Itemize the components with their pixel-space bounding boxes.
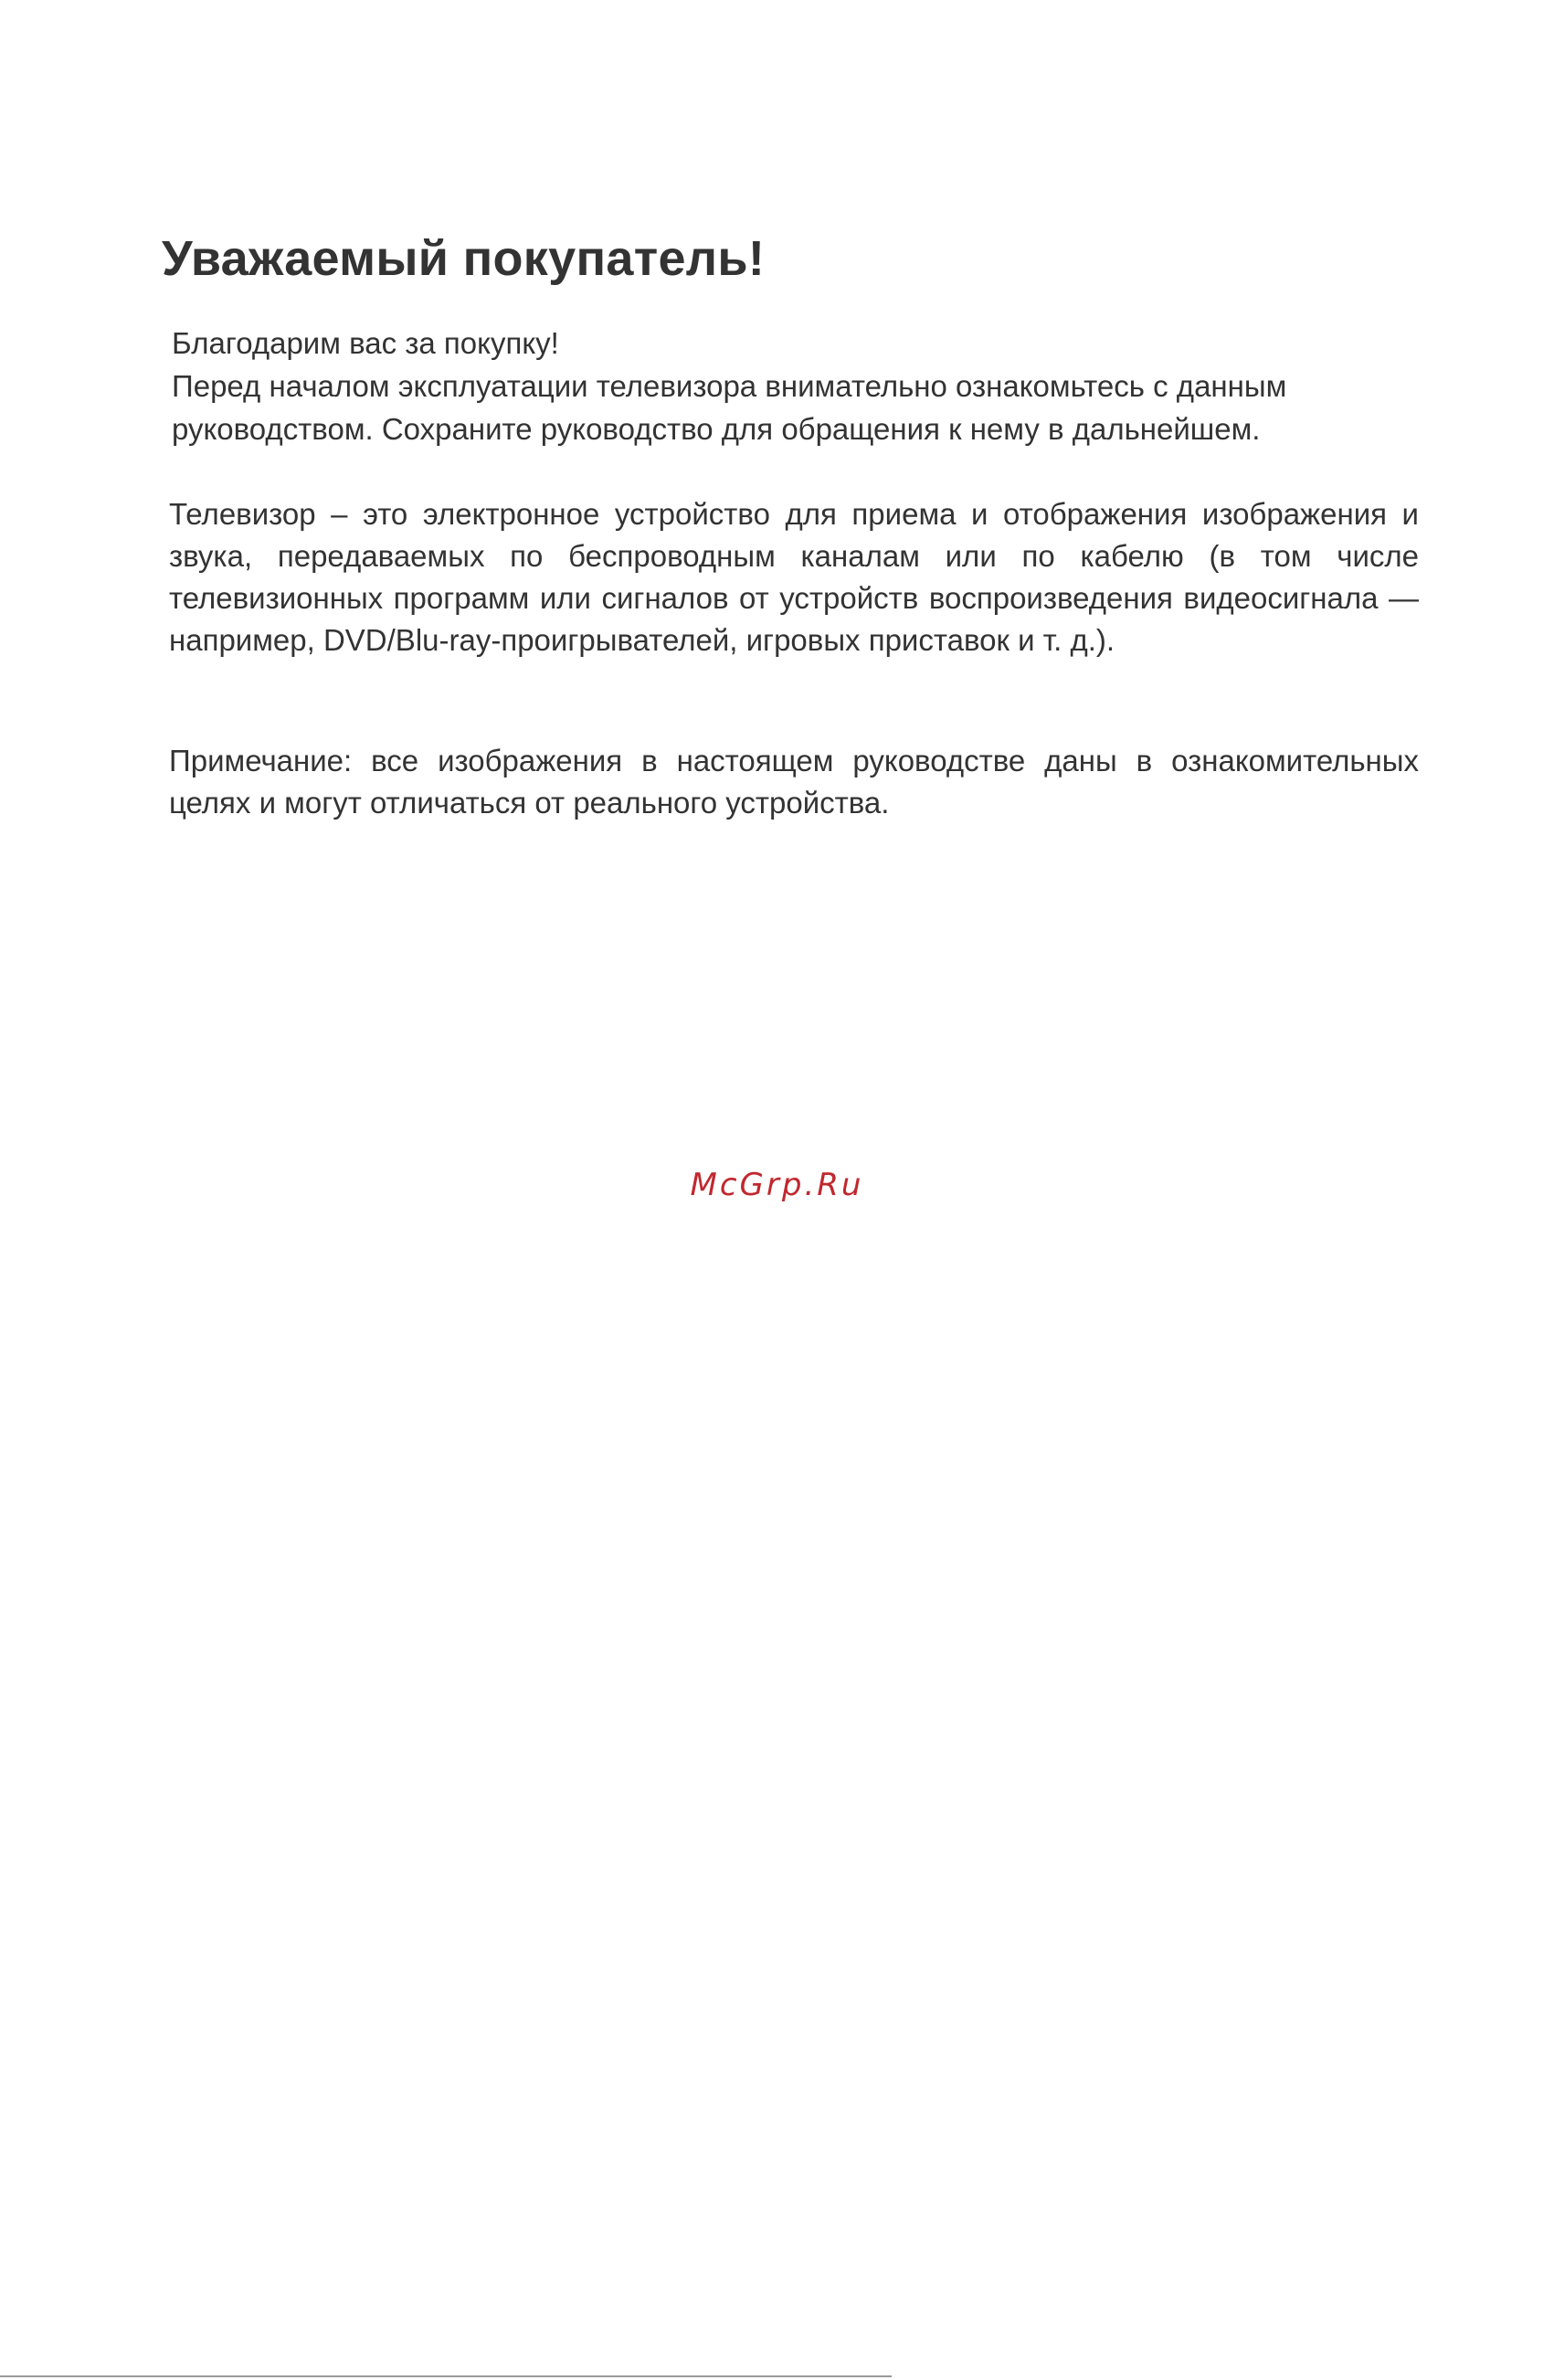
intro-block (172, 322, 1442, 450)
note-paragraph: Примечание: все изображения в настоящем руководстве даны в ознакомительных целях и могут отличаться от реального устройства. (169, 744, 1419, 820)
footer-tick-mark (907, 2372, 912, 2376)
intro-instruction-line-2: руководством. Сохраните руководство для обращения к нему в дальнейшем. (172, 412, 1261, 446)
page-title: Уважаемый покупатель! (162, 231, 766, 286)
tv-description-paragraph: Телевизор – это электронное устройство для приема и отображения изображения и звука, передаваемых по беспроводным каналам или по кабелю (в том числе телевизионных программ или сигналов от устройств воспроизведения видеосигнала — например, DVD/Blu-ray-проигрывателей, игровых приставок и т. д.). (169, 497, 1419, 657)
intro-thanks: Благодарим вас за покупку! (172, 326, 559, 360)
watermark-text: McGrp.Ru (690, 1167, 864, 1203)
intro-instruction-line-1: Перед началом эксплуатации телевизора внимательно ознакомьтесь с данным (172, 369, 1287, 403)
footer-divider (0, 2375, 892, 2377)
